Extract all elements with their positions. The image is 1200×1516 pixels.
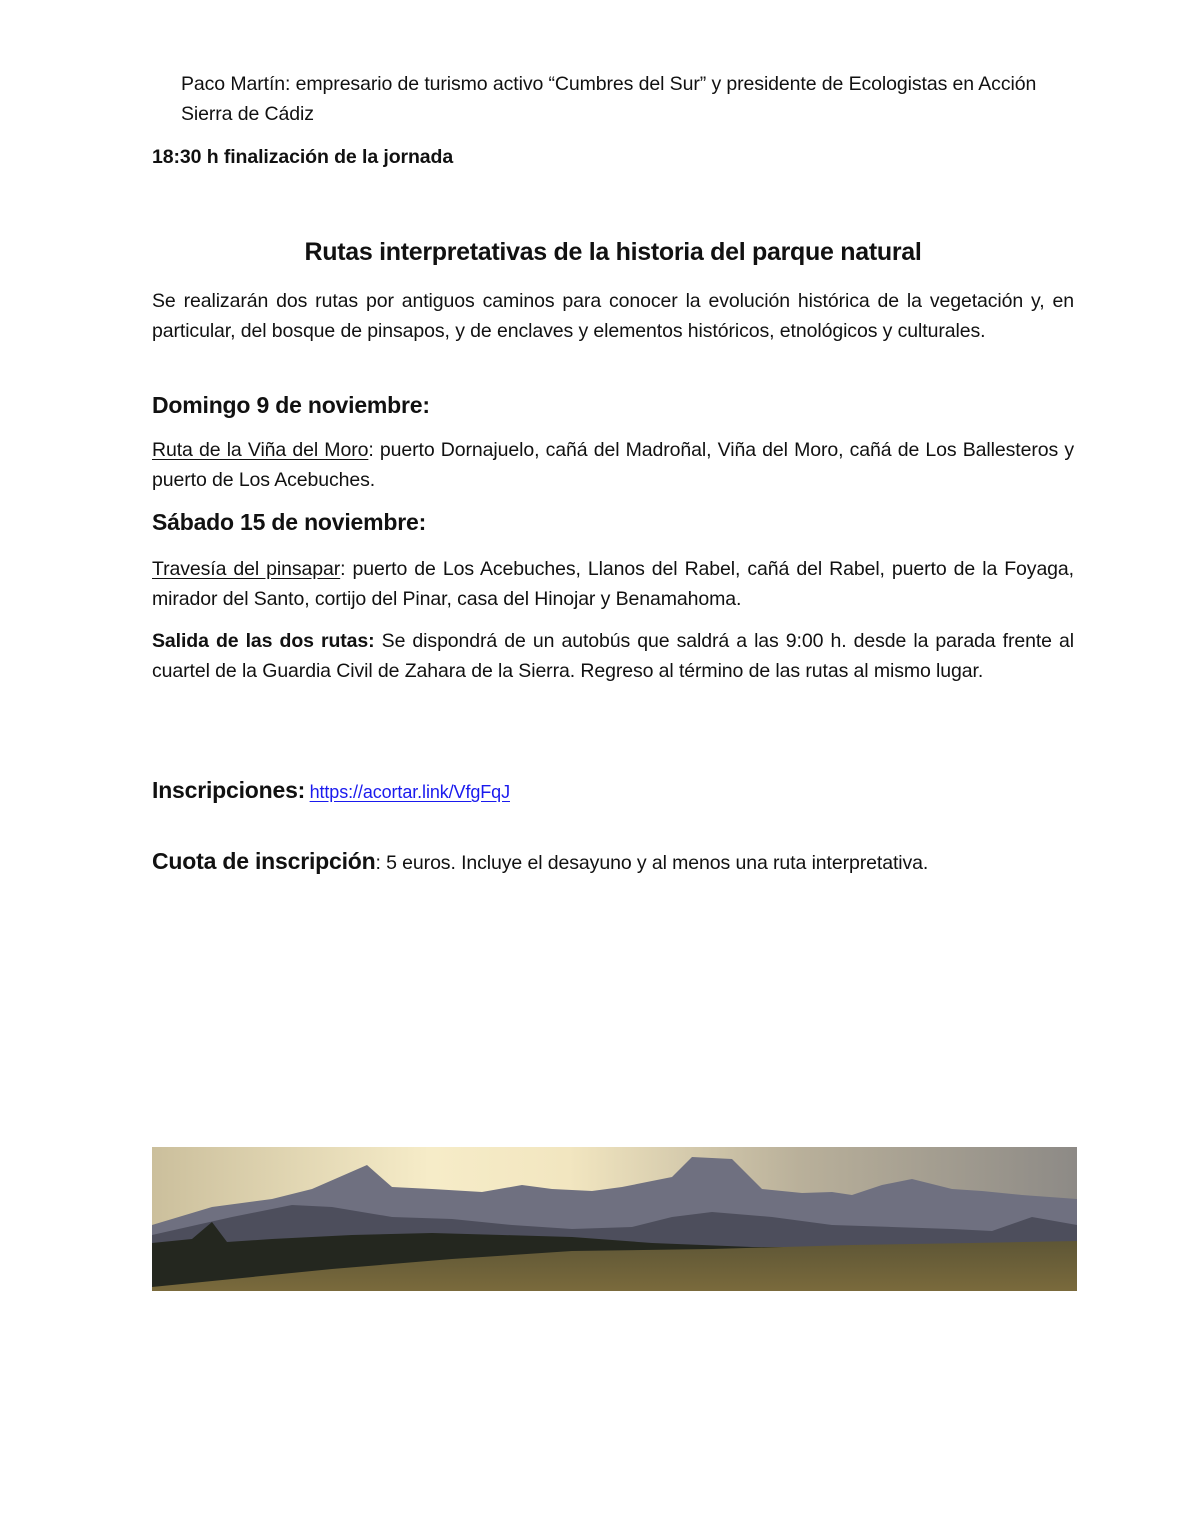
landscape-banner-image	[152, 1147, 1077, 1291]
section-title-text: Rutas interpretativas de la historia del parque natural	[304, 238, 922, 266]
section-title	[152, 238, 1074, 267]
route-name: Ruta de la Viña del Moro	[152, 439, 369, 461]
registration	[152, 777, 1074, 807]
registration-link[interactable]: https://acortar.link/VfgFqJ	[309, 782, 510, 802]
day-heading-1	[152, 392, 1074, 419]
section-intro	[152, 286, 1074, 346]
departure-label: Salida de las dos rutas:	[152, 630, 375, 652]
fee-text: : 5 euros. Incluye el desayuno y al menos una ruta interpretativa.	[375, 852, 929, 874]
fee-label: Cuota de inscripción	[152, 848, 376, 874]
departure-info	[152, 626, 1074, 686]
section-intro-text: Se realizarán dos rutas por antiguos caminos para conocer la evolución histórica de la vegetación y, en particular, del bosque de pinsapos, y de enclaves y elementos históricos, etnológicos y culturales.	[152, 290, 1074, 342]
speaker-entry	[181, 69, 1074, 129]
day-heading-text: Domingo 9 de noviembre:	[152, 392, 430, 418]
closing-text: 18:30 h finalización de la jornada	[152, 146, 454, 168]
mountain-landscape-icon	[152, 1147, 1077, 1291]
day-heading-text: Sábado 15 de noviembre:	[152, 509, 427, 535]
registration-label: Inscripciones:	[152, 777, 306, 803]
route-1	[152, 435, 1074, 495]
route-2	[152, 554, 1074, 614]
fee	[152, 848, 1074, 878]
day-heading-2	[152, 509, 1074, 536]
departure-text: Se dispondrá de un autobús que saldrá a las 9:00 h. desde la parada frente al cuartel de la Guardia Civil de Zahara de la Sierra. Regreso al término de las rutas al mismo lugar.	[152, 630, 1074, 682]
route-name: Travesía del pinsapar	[152, 558, 341, 580]
route-details: : puerto Dornajuelo, cañá del Madroñal, Viña del Moro, cañá de Los Ballesteros y puerto de Los Acebuches.	[152, 439, 1075, 491]
closing-time	[152, 142, 1074, 172]
speaker-line: Paco Martín: empresario de turismo activo “Cumbres del Sur” y presidente de Ecologistas en Acción Sierra de Cádiz	[181, 73, 1037, 125]
route-details: : puerto de Los Acebuches, Llanos del Rabel, cañá del Rabel, puerto de la Foyaga, mirador del Santo, cortijo del Pinar, casa del Hinojar y Benamahoma.	[152, 558, 1074, 610]
